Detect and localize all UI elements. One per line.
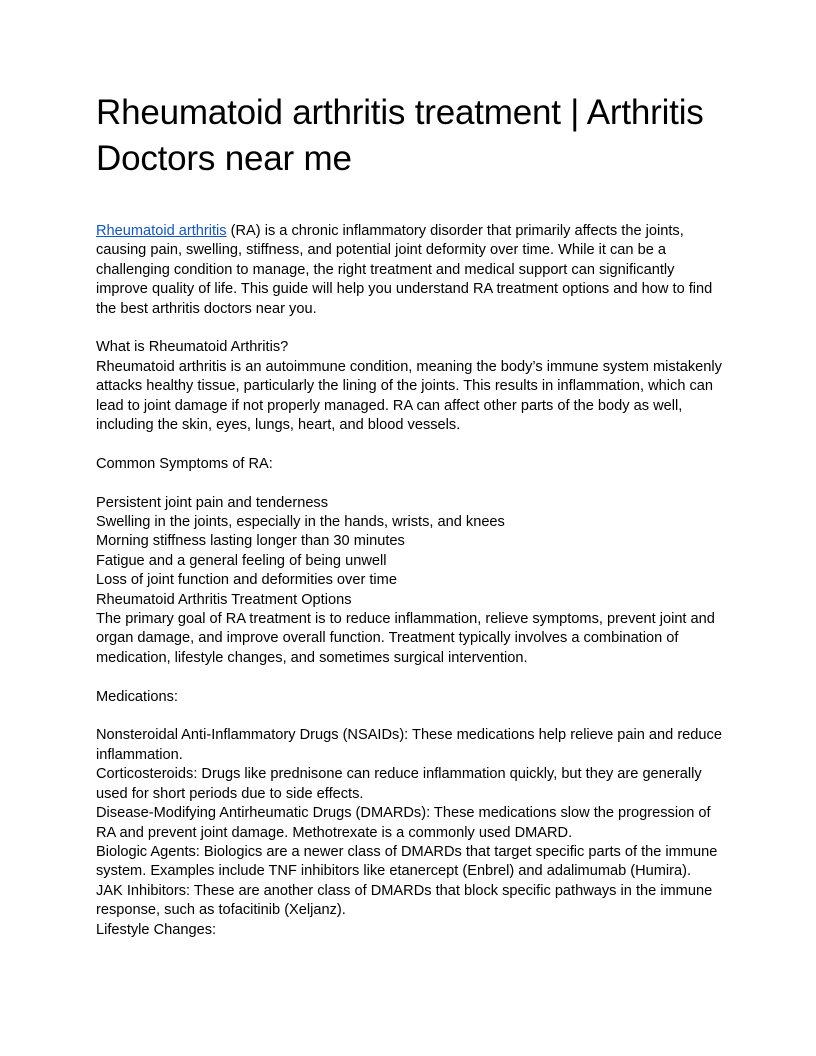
what-is-paragraph: Rheumatoid arthritis is an autoimmune condition, meaning the body’s immune system mistakenly attacks healthy tissue, particularly the lining of the joints. This results in inflammation, which can lead to joint damage if not properly managed. RA can affect other parts of the body as well, including the skin, eyes, lungs, heart, and blood vessels. [96, 358, 722, 434]
lifestyle-heading: Lifestyle Changes: [96, 921, 217, 938]
symptom-item: Fatigue and a general feeling of being unwell [96, 552, 387, 569]
symptom-item: Swelling in the joints, especially in the hands, wrists, and knees [96, 514, 505, 531]
document-page [96, 90, 724, 940]
rheumatoid-arthritis-link[interactable]: Rheumatoid arthritis [96, 223, 227, 239]
medication-item: Corticosteroids: Drugs like prednisone can reduce inflammation quickly, but they are generally used for short periods due to side effects. [96, 766, 702, 802]
medication-item: JAK Inhibitors: These are another class of DMARDs that block specific pathways in the immune response, such as tofacitinib (Xeljanz). [96, 882, 713, 919]
document-body [96, 222, 724, 940]
spacer [96, 319, 724, 338]
spacer [96, 668, 724, 687]
symptom-item: Morning stiffness lasting longer than 30 minutes [96, 533, 405, 550]
spacer [96, 435, 724, 454]
symptom-item: Loss of joint function and deformities over time [96, 572, 397, 589]
medication-item: Nonsteroidal Anti-Inflammatory Drugs (NSAIDs): These medications help relieve pain and reduce inflammation. [96, 727, 722, 763]
treatment-heading: Rheumatoid Arthritis Treatment Options [96, 591, 352, 608]
intro-text: (RA) is a chronic inflammatory disorder that primarily affects the joints, causing pain, swelling, stiffness, and potential joint deformity over time. While it can be a challenging condition to manage, the right treatment and medical support can significantly improve quality of life. This guide will help you understand RA treatment options and how to find the best arthritis doctors near you. [96, 223, 713, 317]
treatment-paragraph: The primary goal of RA treatment is to reduce inflammation, relieve symptoms, prevent joint and organ damage, and improve overall function. Treatment typically involves a combination of medication, lifestyle changes, and sometimes surgical intervention. [96, 611, 715, 666]
medication-item: Biologic Agents: Biologics are a newer class of DMARDs that target specific parts of the immune system. Examples include TNF inhibitors like etanercept (Enbrel) and adalimumab (Humira). [96, 843, 718, 880]
spacer [96, 707, 724, 726]
medications-heading: Medications: [96, 688, 178, 705]
document-title: Rheumatoid arthritis treatment | Arthritis Doctors near me [96, 93, 704, 178]
symptom-item: Persistent joint pain and tenderness [96, 494, 329, 511]
what-is-heading: What is Rheumatoid Arthritis? [96, 339, 289, 356]
intro-paragraph [96, 222, 724, 319]
medication-item: Disease-Modifying Antirheumatic Drugs (DMARDs): These medications slow the progression of RA and prevent joint damage. Methotrexate is a commonly used DMARD. [96, 805, 711, 841]
spacer [96, 474, 724, 493]
symptoms-heading: Common Symptoms of RA: [96, 455, 273, 472]
